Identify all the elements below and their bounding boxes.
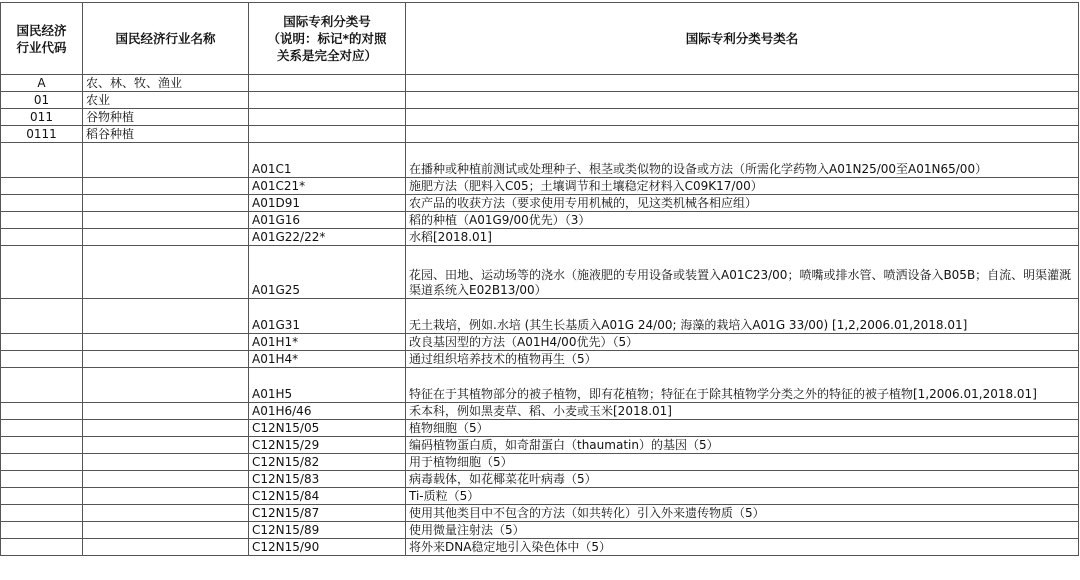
table-row <box>1 471 1079 488</box>
header-industry-name: 国民经济行业名称 <box>83 3 249 75</box>
ipc-code-cell: A01G25 <box>249 246 406 299</box>
industry-name-cell <box>83 246 249 299</box>
table-row <box>1 299 1079 334</box>
industry-code-cell <box>1 143 83 178</box>
ipc-code-cell: C12N15/89 <box>249 522 406 539</box>
table-row <box>1 75 1079 92</box>
table-row <box>1 403 1079 420</box>
header-ipc-name: 国际专利分类号类名 <box>406 3 1079 75</box>
industry-code-cell <box>1 454 83 471</box>
ipc-name-cell: 将外来DNA稳定地引入染色体中（5） <box>406 539 1079 556</box>
industry-code-cell <box>1 212 83 229</box>
table-row <box>1 539 1079 556</box>
industry-name-cell <box>83 471 249 488</box>
industry-code-cell <box>1 246 83 299</box>
industry-name-cell <box>83 505 249 522</box>
ipc-name-cell: 改良基因型的方法（A01H4/00优先）（5） <box>406 334 1079 351</box>
ipc-code-cell <box>249 109 406 126</box>
ipc-name-cell: 稻的种植（A01G9/00优先）（3） <box>406 212 1079 229</box>
ipc-code-cell: C12N15/87 <box>249 505 406 522</box>
industry-name-cell <box>83 488 249 505</box>
table-row <box>1 143 1079 178</box>
industry-code-cell <box>1 403 83 420</box>
industry-code-cell <box>1 437 83 454</box>
industry-name-cell: 农、林、牧、渔业 <box>83 75 249 92</box>
ipc-name-cell: 无土栽培，例如.水培 (其生长基质入A01G 24/00; 海藻的栽培入A01G 33/00) [1,2,2006.01,2018.01] <box>406 299 1079 334</box>
ipc-code-cell: C12N15/90 <box>249 539 406 556</box>
industry-code-cell <box>1 505 83 522</box>
ipc-code-cell: A01G31 <box>249 299 406 334</box>
industry-name-cell <box>83 229 249 246</box>
industry-code-cell: A <box>1 75 83 92</box>
industry-name-cell <box>83 522 249 539</box>
ipc-code-cell <box>249 75 406 92</box>
ipc-code-cell: C12N15/05 <box>249 420 406 437</box>
ipc-code-cell: C12N15/83 <box>249 471 406 488</box>
table-row <box>1 178 1079 195</box>
industry-code-cell: 01 <box>1 92 83 109</box>
ipc-name-cell: 花园、田地、运动场等的浇水（施液肥的专用设备或装置入A01C23/00；喷嘴或排水管、喷洒设备入B05B；自流、明渠灌溉渠道系统入E02B13/00） <box>406 246 1079 299</box>
industry-name-cell <box>83 143 249 178</box>
table-row <box>1 229 1079 246</box>
ipc-name-cell: 通过组织培养技术的植物再生（5） <box>406 351 1079 368</box>
industry-code-cell <box>1 471 83 488</box>
ipc-name-cell <box>406 92 1079 109</box>
ipc-code-cell: A01G22/22* <box>249 229 406 246</box>
industry-name-cell <box>83 368 249 403</box>
table-row <box>1 334 1079 351</box>
ipc-name-cell <box>406 109 1079 126</box>
ipc-name-cell: 农产品的收获方法（要求使用专用机械的，见这类机械各相应组） <box>406 195 1079 212</box>
industry-name-cell <box>83 403 249 420</box>
ipc-name-cell: 禾本科，例如黑麦草、稻、小麦或玉米[2018.01] <box>406 403 1079 420</box>
table-row <box>1 522 1079 539</box>
table-row <box>1 488 1079 505</box>
ipc-name-cell <box>406 126 1079 143</box>
ipc-name-cell: 施肥方法（肥料入C05；土壤调节和土壤稳定材料入C09K17/00） <box>406 178 1079 195</box>
ipc-name-cell <box>406 75 1079 92</box>
industry-code-cell <box>1 229 83 246</box>
industry-name-cell <box>83 299 249 334</box>
table-row <box>1 212 1079 229</box>
industry-code-cell <box>1 368 83 403</box>
table-row <box>1 246 1079 299</box>
ipc-name-cell: 使用微量注射法（5） <box>406 522 1079 539</box>
industry-code-cell <box>1 539 83 556</box>
ipc-name-cell: 水稻[2018.01] <box>406 229 1079 246</box>
industry-name-cell <box>83 454 249 471</box>
ipc-name-cell: 使用其他类目中不包含的方法（如共转化）引入外来遗传物质（5） <box>406 505 1079 522</box>
ipc-name-cell: Ti-质粒（5） <box>406 488 1079 505</box>
industry-name-cell <box>83 178 249 195</box>
industry-name-cell <box>83 420 249 437</box>
table-row <box>1 368 1079 403</box>
table-row <box>1 420 1079 437</box>
industry-code-cell <box>1 488 83 505</box>
table-row <box>1 126 1079 143</box>
industry-name-cell: 稻谷种植 <box>83 126 249 143</box>
ipc-name-cell: 用于植物细胞（5） <box>406 454 1079 471</box>
industry-name-cell: 农业 <box>83 92 249 109</box>
industry-name-cell <box>83 334 249 351</box>
ipc-code-cell <box>249 126 406 143</box>
table-row <box>1 437 1079 454</box>
industry-code-cell <box>1 420 83 437</box>
industry-name-cell <box>83 351 249 368</box>
ipc-code-cell: A01H5 <box>249 368 406 403</box>
industry-code-cell <box>1 351 83 368</box>
table-row <box>1 195 1079 212</box>
industry-name-cell <box>83 539 249 556</box>
industry-code-cell <box>1 334 83 351</box>
ipc-code-cell: A01D91 <box>249 195 406 212</box>
ipc-code-cell: A01H4* <box>249 351 406 368</box>
header-row <box>1 3 1079 75</box>
table-row <box>1 351 1079 368</box>
ipc-code-cell: A01H6/46 <box>249 403 406 420</box>
ipc-code-cell: C12N15/29 <box>249 437 406 454</box>
header-ipc-code: 国际专利分类号 （说明：标记*的对照 关系是完全对应） <box>249 3 406 75</box>
ipc-name-cell: 病毒载体，如花椰菜花叶病毒（5） <box>406 471 1079 488</box>
industry-name-cell <box>83 195 249 212</box>
header-industry-code: 国民经济 行业代码 <box>1 3 83 75</box>
ipc-industry-table <box>0 2 1079 556</box>
ipc-code-cell: C12N15/82 <box>249 454 406 471</box>
ipc-name-cell: 植物细胞（5） <box>406 420 1079 437</box>
ipc-code-cell <box>249 92 406 109</box>
ipc-name-cell: 特征在于其植物部分的被子植物，即有花植物；特征在于除其植物学分类之外的特征的被子植物[1,2006.01,2018.01] <box>406 368 1079 403</box>
table-row <box>1 109 1079 126</box>
industry-name-cell <box>83 212 249 229</box>
industry-code-cell <box>1 195 83 212</box>
table-row <box>1 92 1079 109</box>
ipc-code-cell: A01G16 <box>249 212 406 229</box>
ipc-name-cell: 编码植物蛋白质，如奇甜蛋白（thaumatin）的基因（5） <box>406 437 1079 454</box>
table-row <box>1 505 1079 522</box>
ipc-code-cell: A01C1 <box>249 143 406 178</box>
table-row <box>1 454 1079 471</box>
industry-code-cell: 011 <box>1 109 83 126</box>
industry-name-cell <box>83 437 249 454</box>
ipc-name-cell: 在播种或种植前测试或处理种子、根茎或类似物的设备或方法（所需化学药物入A01N25/00至A01N65/00） <box>406 143 1079 178</box>
industry-name-cell: 谷物种植 <box>83 109 249 126</box>
industry-code-cell <box>1 299 83 334</box>
industry-code-cell <box>1 178 83 195</box>
industry-code-cell: 0111 <box>1 126 83 143</box>
industry-code-cell <box>1 522 83 539</box>
ipc-code-cell: A01H1* <box>249 334 406 351</box>
ipc-code-cell: A01C21* <box>249 178 406 195</box>
ipc-code-cell: C12N15/84 <box>249 488 406 505</box>
